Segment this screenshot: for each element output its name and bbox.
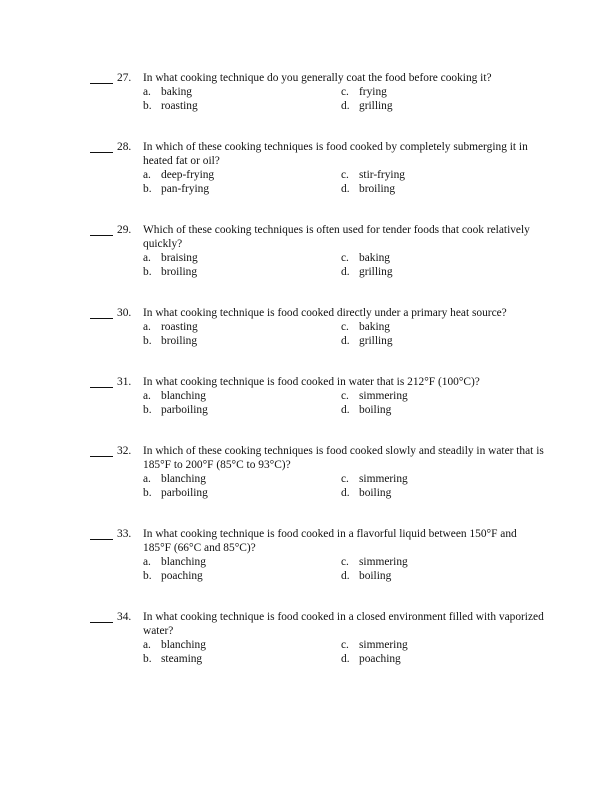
option-letter: a.	[143, 86, 151, 98]
option-letter: b.	[143, 266, 152, 278]
option-c	[341, 556, 408, 570]
option-text: boiling	[359, 404, 392, 416]
option-a	[143, 473, 206, 487]
option-b	[143, 183, 209, 197]
question-text: In which of these cooking techniques is food cooked by completely submerging it in heated fat or oil?	[143, 141, 528, 167]
option-text: simmering	[359, 639, 408, 651]
option-letter: c.	[341, 390, 349, 402]
option-letter: d.	[341, 266, 350, 278]
option-d	[341, 404, 391, 418]
question-text: In what cooking technique is food cooked in a flavorful liquid between 150°F and 185°F (66°C and 85°C)?	[143, 528, 517, 554]
option-c	[341, 473, 408, 487]
option-text: broiling	[359, 183, 396, 195]
option-d	[341, 653, 401, 667]
option-text: braising	[161, 252, 198, 264]
option-letter: b.	[143, 100, 152, 112]
option-letter: b.	[143, 335, 152, 347]
option-a	[143, 639, 206, 653]
option-letter: c.	[341, 639, 349, 651]
option-c	[341, 639, 408, 653]
option-b	[143, 266, 197, 280]
option-text: boiling	[359, 570, 392, 582]
question-text: In which of these cooking techniques is food cooked slowly and steadily in water that is 185°F to 200°F (85°C to 93°C)?	[143, 445, 544, 471]
option-c	[341, 321, 390, 335]
question-number: 29.	[117, 224, 132, 236]
option-c	[341, 390, 408, 404]
option-text: simmering	[359, 556, 408, 568]
option-text: deep-frying	[161, 169, 215, 181]
option-letter: c.	[341, 321, 349, 333]
option-letter: d.	[341, 487, 350, 499]
option-letter: b.	[143, 404, 152, 416]
option-b	[143, 100, 198, 114]
answer-blank[interactable]	[90, 235, 113, 236]
option-text: blanching	[161, 639, 206, 651]
option-text: grilling	[359, 266, 393, 278]
question-text: In what cooking technique is food cooked in water that is 212°F (100°C)?	[143, 376, 480, 388]
option-letter: a.	[143, 390, 151, 402]
option-d	[341, 335, 393, 349]
option-b	[143, 335, 197, 349]
option-b	[143, 570, 203, 584]
option-text: baking	[359, 252, 391, 264]
answer-blank[interactable]	[90, 318, 113, 319]
option-text: blanching	[161, 556, 206, 568]
option-d	[341, 570, 391, 584]
option-text: poaching	[161, 570, 203, 582]
option-text: boiling	[359, 487, 392, 499]
option-text: blanching	[161, 390, 206, 402]
option-a	[143, 390, 206, 404]
option-b	[143, 404, 208, 418]
option-a	[143, 86, 192, 100]
option-c	[341, 86, 387, 100]
option-d	[341, 100, 393, 114]
option-letter: c.	[341, 169, 349, 181]
question-number: 27.	[117, 72, 132, 84]
option-letter: b.	[143, 487, 152, 499]
option-text: parboiling	[161, 404, 208, 416]
option-text: pan-frying	[161, 183, 210, 195]
option-letter: d.	[341, 183, 350, 195]
question-text: Which of these cooking techniques is often used for tender foods that cook relatively quickly?	[143, 224, 530, 250]
question-text: In what cooking technique is food cooked directly under a primary heat source?	[143, 307, 507, 319]
option-text: simmering	[359, 473, 408, 485]
option-letter: a.	[143, 169, 151, 181]
answer-blank[interactable]	[90, 152, 113, 153]
option-letter: d.	[341, 653, 350, 665]
question-number: 28.	[117, 141, 132, 153]
option-a	[143, 252, 198, 266]
option-text: baking	[359, 321, 391, 333]
option-a	[143, 321, 198, 335]
option-letter: d.	[341, 100, 350, 112]
question-number: 30.	[117, 307, 132, 319]
option-letter: b.	[143, 653, 152, 665]
option-letter: b.	[143, 570, 152, 582]
option-text: roasting	[161, 100, 198, 112]
option-text: frying	[359, 86, 387, 98]
option-text: stir-frying	[359, 169, 405, 181]
question-text: In what cooking technique do you generally coat the food before cooking it?	[143, 72, 492, 84]
question-text: In what cooking technique is food cooked in a closed environment filled with vaporized water?	[143, 611, 544, 637]
option-letter: a.	[143, 321, 151, 333]
option-d	[341, 183, 395, 197]
answer-blank[interactable]	[90, 622, 113, 623]
option-letter: c.	[341, 556, 349, 568]
option-text: roasting	[161, 321, 198, 333]
option-text: simmering	[359, 390, 408, 402]
option-letter: d.	[341, 335, 350, 347]
option-letter: d.	[341, 570, 350, 582]
option-text: broiling	[161, 266, 198, 278]
option-letter: d.	[341, 404, 350, 416]
option-letter: b.	[143, 183, 152, 195]
option-text: blanching	[161, 473, 206, 485]
option-text: grilling	[359, 100, 393, 112]
option-text: grilling	[359, 335, 393, 347]
option-text: poaching	[359, 653, 401, 665]
option-text: parboiling	[161, 487, 208, 499]
option-letter: a.	[143, 473, 151, 485]
option-b	[143, 653, 202, 667]
answer-blank[interactable]	[90, 456, 113, 457]
option-text: broiling	[161, 335, 198, 347]
answer-blank[interactable]	[90, 83, 113, 84]
option-c	[341, 169, 405, 183]
option-d	[341, 487, 391, 501]
option-letter: a.	[143, 639, 151, 651]
option-d	[341, 266, 393, 280]
option-a	[143, 556, 206, 570]
question-number: 32.	[117, 445, 132, 457]
option-letter: a.	[143, 556, 151, 568]
option-letter: c.	[341, 86, 349, 98]
option-c	[341, 252, 390, 266]
option-b	[143, 487, 208, 501]
question-number: 31.	[117, 376, 132, 388]
option-text: steaming	[161, 653, 203, 665]
option-letter: a.	[143, 252, 151, 264]
answer-blank[interactable]	[90, 539, 113, 540]
option-letter: c.	[341, 473, 349, 485]
question-number: 34.	[117, 611, 132, 623]
answer-blank[interactable]	[90, 387, 113, 388]
option-text: baking	[161, 86, 193, 98]
option-a	[143, 169, 214, 183]
question-number: 33.	[117, 528, 132, 540]
option-letter: c.	[341, 252, 349, 264]
